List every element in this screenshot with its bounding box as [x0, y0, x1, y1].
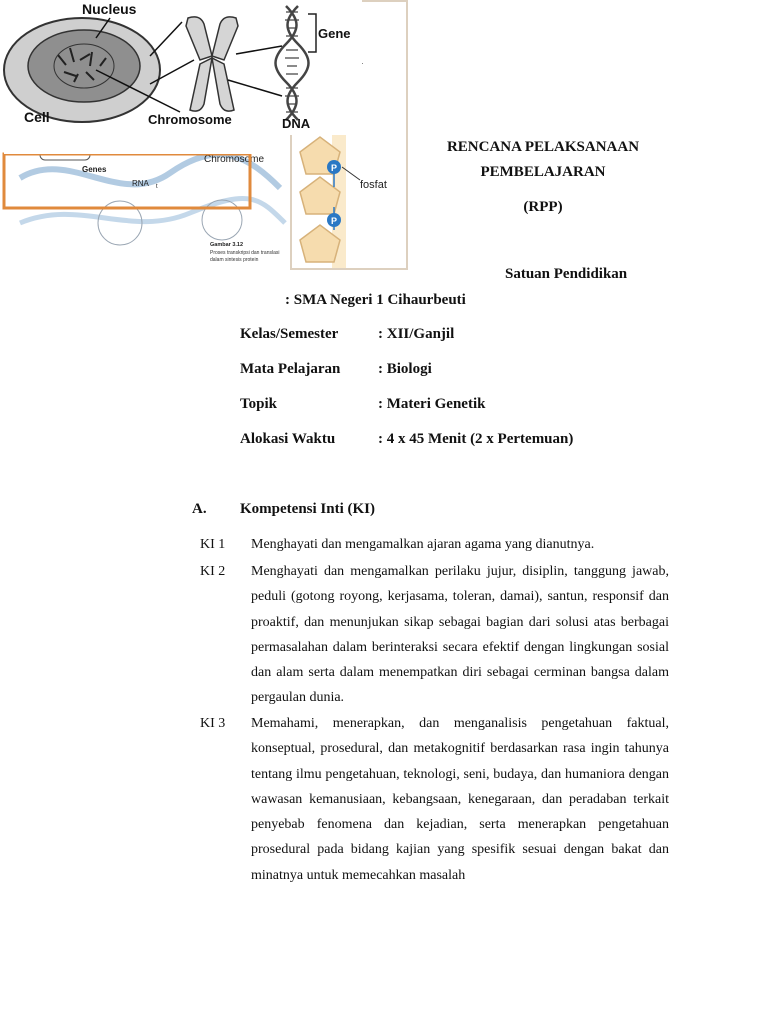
fosfat-label: fosfat — [360, 179, 387, 191]
section-a-heading: Kompetensi Inti (KI) — [240, 501, 375, 517]
subject-label: Mata Pelajaran — [240, 361, 341, 377]
figure-caption-line1: Proses transkripsi dan translasi — [210, 250, 280, 256]
title-line-3: (RPP) — [523, 199, 563, 215]
rna-label: RNA — [132, 179, 149, 188]
cell-label: Cell — [24, 109, 50, 125]
document-title — [394, 135, 692, 220]
school-value: : SMA Negeri 1 Cihaurbeuti — [285, 292, 466, 308]
ribosome-outline — [202, 200, 242, 240]
ki-3-text: Memahami, menerapkan, dan menganalisis pengetahuan faktual, konseptual, prosedural, dan metakognitif berdasarkan rasa ingin tahunya tentang ilmu pengetahuan, teknologi, seni, budaya, dan humaniora dengan wawasan kemanusiaan, kebangsaan, kenegaraan, dan peradaban terkait penyebab fenomena dan kejadian, serta menerapkan pengetahuan prosedural pada bidang kajian yang spesifik sesuai dengan bakat dan minatnya untuk memecahkan masalah — [251, 716, 669, 883]
time-allocation-label: Alokasi Waktu — [240, 431, 336, 447]
chromosome-x-shape — [186, 17, 238, 111]
cell-chromosome-dna-diagram — [0, 0, 362, 135]
school-label: Satuan Pendidikan — [505, 266, 628, 282]
gene-bracket — [308, 14, 316, 52]
genetics-figure-collage — [0, 0, 410, 272]
ki-3-code: KI 3 — [200, 716, 226, 731]
dna-helix — [276, 6, 309, 120]
title-line-2: PEMBELAJARAN — [480, 164, 606, 180]
section-a-letter: A. — [192, 501, 207, 517]
class-semester-label: Kelas/Semester — [240, 326, 339, 342]
gene-label: Gene — [318, 26, 351, 41]
chromosome-small-label: Chromosome — [204, 154, 265, 165]
protein-synthesis-diagram — [0, 128, 290, 270]
ki-1-code: KI 1 — [200, 537, 226, 552]
ki-2-text: Menghayati dan mengamalkan perilaku jujur, disiplin, tanggung jawab, peduli (gotong royong, kerjasama, toleran, damai), santun, responsif dan proaktif, dan menunjukan sikap sebagai bagian dari solusi atas berbagai permasalahan dalam berinteraksi secara efektif dengan lingkungan sosial dan alam serta dalam menempatkan diri sebagai cerminan bangsa dalam pergaulan dunia. — [251, 564, 669, 706]
cell-chromosome-dna-panel — [0, 0, 362, 135]
nucleus-shape — [28, 30, 140, 102]
protein-synthesis-panel — [0, 128, 290, 270]
ki-2-code: KI 2 — [200, 564, 226, 579]
time-allocation-value: : 4 x 45 Menit (2 x Pertemuan) — [378, 431, 574, 447]
phosphate-symbol: P — [330, 163, 338, 173]
topic-value: : Materi Genetik — [378, 396, 486, 412]
rna-subscript: t — [156, 184, 158, 190]
class-semester-value: : XII/Ganjil — [378, 326, 455, 342]
dna-label: DNA — [282, 116, 311, 131]
chromosome-label: Chromosome — [148, 112, 232, 127]
genes-label: Genes — [82, 165, 107, 174]
title-line-1: RENCANA PELAKSANAAN — [446, 139, 640, 155]
topic-label: Topik — [240, 396, 277, 412]
figure-caption-line2: dalam sintesis protein — [210, 257, 259, 263]
phosphate-symbol: P — [330, 216, 338, 226]
ki-1-text: Menghayati dan mengamalkan ajaran agama yang dianutnya. — [251, 537, 595, 552]
nucleus-label: Nucleus — [82, 1, 137, 17]
mrna-band — [20, 199, 285, 223]
sugar-pentagons — [300, 137, 340, 262]
subject-value: : Biologi — [378, 361, 432, 377]
figure-caption-title: Gambar 3.12 — [210, 242, 244, 248]
